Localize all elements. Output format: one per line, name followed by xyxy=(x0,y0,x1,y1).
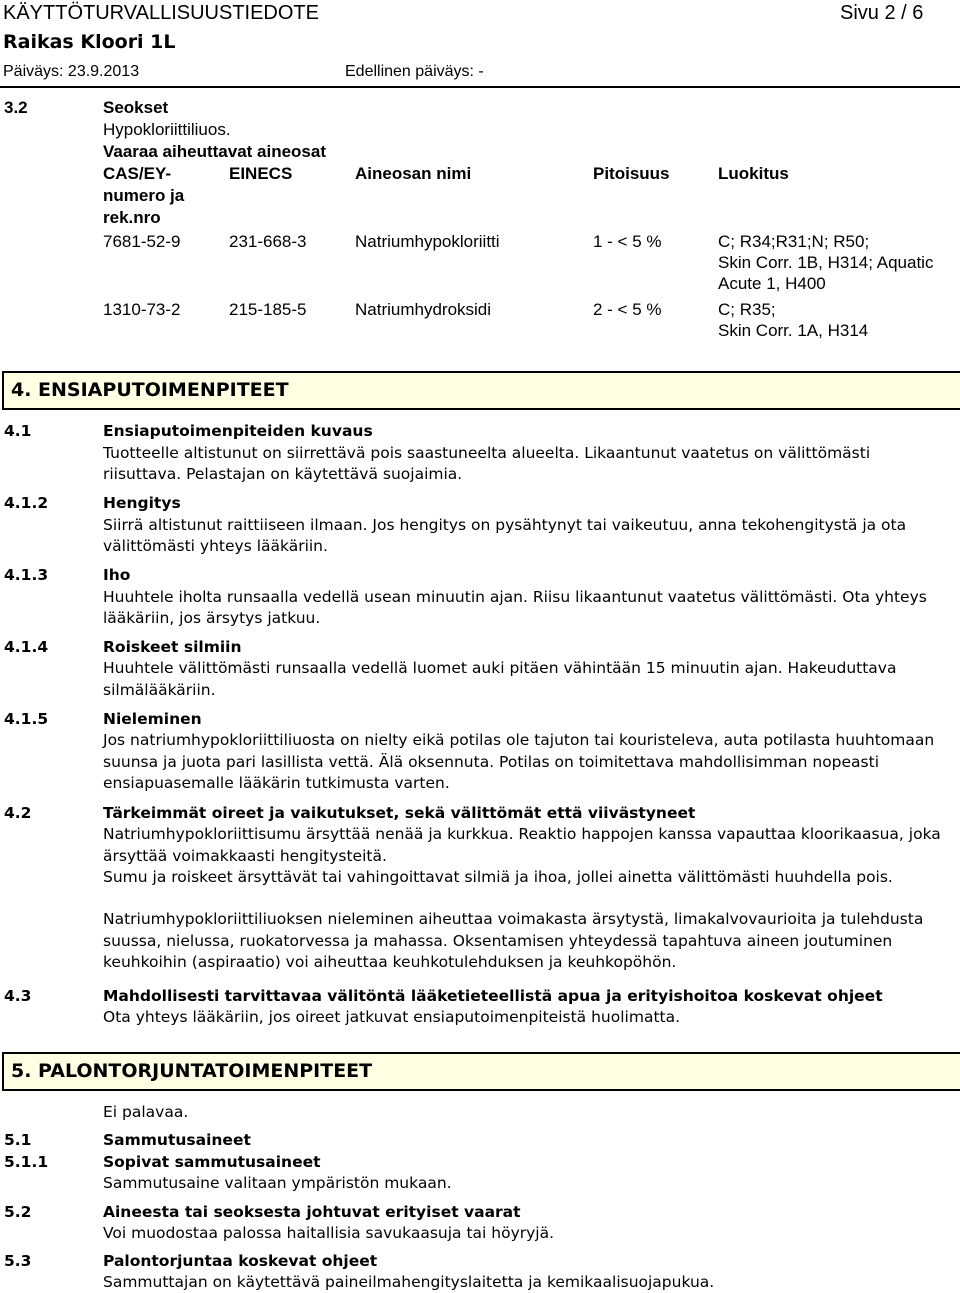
paragraph-line: ensiapuasemalle lääkärin tutkimusta varten. xyxy=(103,774,450,792)
section-number: 5.3 xyxy=(4,1252,32,1270)
table-header: Pitoisuus xyxy=(593,164,670,183)
paragraph-line: Sumu ja roiskeet ärsyttävät tai vahingoittavat silmiä ja ihoa, jollei ainetta välittömästi huuhdella pois. xyxy=(103,868,893,886)
section-number: 4.1.3 xyxy=(4,566,49,584)
section-title: Ensiaputoimenpiteiden kuvaus xyxy=(103,422,373,440)
page-label: Sivu xyxy=(840,2,879,24)
section-number: 5.2 xyxy=(4,1203,32,1221)
table-header: Aineosan nimi xyxy=(355,164,472,183)
paragraph-line: Tuotteelle altistunut on siirrettävä pois saastuneelta alueelta. Likaantunut vaatetus on välittömästi xyxy=(103,444,871,462)
section-title: Nieleminen xyxy=(103,710,202,728)
table-header: rek.nro xyxy=(103,208,161,227)
section-title: Tärkeimmät oireet ja vaikutukset, sekä välittömät että viivästyneet xyxy=(103,804,696,822)
paragraph-line: Natriumhypokloriittiliuoksen nieleminen aiheuttaa voimakasta ärsytystä, limakalvovaurioita ja tulehdusta xyxy=(103,910,924,928)
section-title: Aineesta tai seoksesta johtuvat erityiset vaarat xyxy=(103,1203,521,1221)
previous-date: Edellinen päiväys: - xyxy=(345,63,484,80)
section-title: Sammutusaineet xyxy=(103,1131,251,1149)
paragraph-line: Sammuttajan on käytettävä paineilmahengityslaitetta ja kemikaalisuojapukua. xyxy=(103,1273,715,1291)
table-cell: 2 - < 5 % xyxy=(593,300,662,319)
table-cell: 1 - < 5 % xyxy=(593,232,662,251)
paragraph-line: Siirrä altistunut raittiiseen ilmaan. Jos hengitys on pysähtynyt tai vaikeutuu, anna tekohengitystä ja ota xyxy=(103,516,907,534)
table-header: EINECS xyxy=(229,164,293,183)
document-type-title: KÄYTTÖTURVALLISUUSTIEDOTE xyxy=(3,2,319,24)
paragraph-line: Ota yhteys lääkäriin, jos oireet jatkuvat ensiaputoimenpiteistä huolimatta. xyxy=(103,1008,681,1026)
header-divider xyxy=(0,86,960,88)
section-number: 4.1.4 xyxy=(4,638,49,656)
page-indicator xyxy=(840,2,923,24)
section-title: Mahdollisesti tarvittavaa välitöntä lääketieteellistä apua ja erityishoitoa koskevat ohjeet xyxy=(103,987,883,1005)
table-cell: Acute 1, H400 xyxy=(718,274,826,293)
section-title: Seokset xyxy=(103,98,169,117)
page-total: 6 xyxy=(912,2,924,24)
paragraph-line: riisuttava. Pelastajan on käytettävä suojaimia. xyxy=(103,465,463,483)
section-description: Hypokloriittiliuos. xyxy=(103,120,231,139)
table-cell: Skin Corr. 1A, H314 xyxy=(718,321,869,340)
paragraph-line: keuhkoihin (aspiraatio) voi aiheuttaa keuhkotulehduksen ja keuhkopöhön. xyxy=(103,953,677,971)
section-number: 3.2 xyxy=(4,98,28,117)
table-header: Luokitus xyxy=(718,164,789,183)
section-intro: Ei palavaa. xyxy=(103,1103,189,1121)
section-title: Sopivat sammutusaineet xyxy=(103,1153,321,1171)
section-number: 4.2 xyxy=(4,804,32,822)
paragraph-line: Huuhtele välittömästi runsaalla vedellä luomet auki pitäen vähintään 15 minuutin ajan. Hakeuduttava xyxy=(103,659,897,677)
table-cell: Natriumhypokloriitti xyxy=(355,232,500,251)
table-cell: Skin Corr. 1B, H314; Aquatic xyxy=(718,253,934,272)
paragraph-line: Sammutusaine valitaan ympäristön mukaan. xyxy=(103,1174,452,1192)
product-name: Raikas Kloori 1L xyxy=(3,31,176,53)
section-number: 4.1.5 xyxy=(4,710,49,728)
section-title: Hengitys xyxy=(103,494,181,512)
section-title: Iho xyxy=(103,566,131,584)
section-title: Palontorjuntaa koskevat ohjeet xyxy=(103,1252,378,1270)
paragraph-line: ärsyttää voimakkaasti hengitysteitä. xyxy=(103,847,387,865)
section-5-banner: 5. PALONTORJUNTATOIMENPITEET xyxy=(2,1052,960,1091)
date: Päiväys: 23.9.2013 xyxy=(3,63,140,80)
section-title: Roiskeet silmiin xyxy=(103,638,242,656)
section-number: 5.1.1 xyxy=(4,1153,49,1171)
paragraph-line: suunsa ja juota pari lasillista vettä. Älä oksennuta. Potilas on toimitettava mahdollisimman nopeasti xyxy=(103,753,880,771)
page-separator: / xyxy=(901,2,907,24)
paragraph-line: Natriumhypokloriittisumu ärsyttää nenää ja kurkkua. Reaktio happojen kanssa vapauttaa kloorikaasua, joka xyxy=(103,825,941,843)
paragraph-line: lääkäriin, jos ärsytys jatkuu. xyxy=(103,609,321,627)
table-cell: C; R35; xyxy=(718,300,776,319)
table-header: CAS/EY- xyxy=(103,164,172,183)
paragraph-line: Voi muodostaa palossa haitallisia savukaasuja tai höyryjä. xyxy=(103,1224,555,1242)
paragraph-line: Jos natriumhypokloriittiliuosta on nielty eikä potilas ole tajuton tai kouristeleva, auta potilasta huuhtomaan xyxy=(103,731,935,749)
section-number: 4.3 xyxy=(4,987,32,1005)
section-number: 4.1 xyxy=(4,422,32,440)
table-cell: 215-185-5 xyxy=(229,300,307,319)
table-cell: 7681-52-9 xyxy=(103,232,181,251)
table-cell: 231-668-3 xyxy=(229,232,307,251)
section-number: 5.1 xyxy=(4,1131,32,1149)
section-number: 4.1.2 xyxy=(4,494,49,512)
page-current: 2 xyxy=(884,2,896,24)
section-4-banner: 4. ENSIAPUTOIMENPITEET xyxy=(2,371,960,410)
paragraph-line: silmälääkäriin. xyxy=(103,681,216,699)
table-cell: Natriumhydroksidi xyxy=(355,300,492,319)
table-header: numero ja xyxy=(103,186,185,205)
table-cell: 1310-73-2 xyxy=(103,300,181,319)
section-subtitle: Vaaraa aiheuttavat aineosat xyxy=(103,142,327,161)
paragraph-line: Huuhtele iholta runsaalla vedellä usean minuutin ajan. Riisu likaantunut vaatetus välittömästi. Ota yhteys xyxy=(103,588,927,606)
table-cell: C; R34;R31;N; R50; xyxy=(718,232,870,251)
paragraph-line: välittömästi yhteys lääkäriin. xyxy=(103,537,328,555)
paragraph-line: suussa, nielussa, ruokatorvessa ja mahassa. Oksentamisen yhteydessä tapahtuva aineen joutuminen xyxy=(103,932,893,950)
